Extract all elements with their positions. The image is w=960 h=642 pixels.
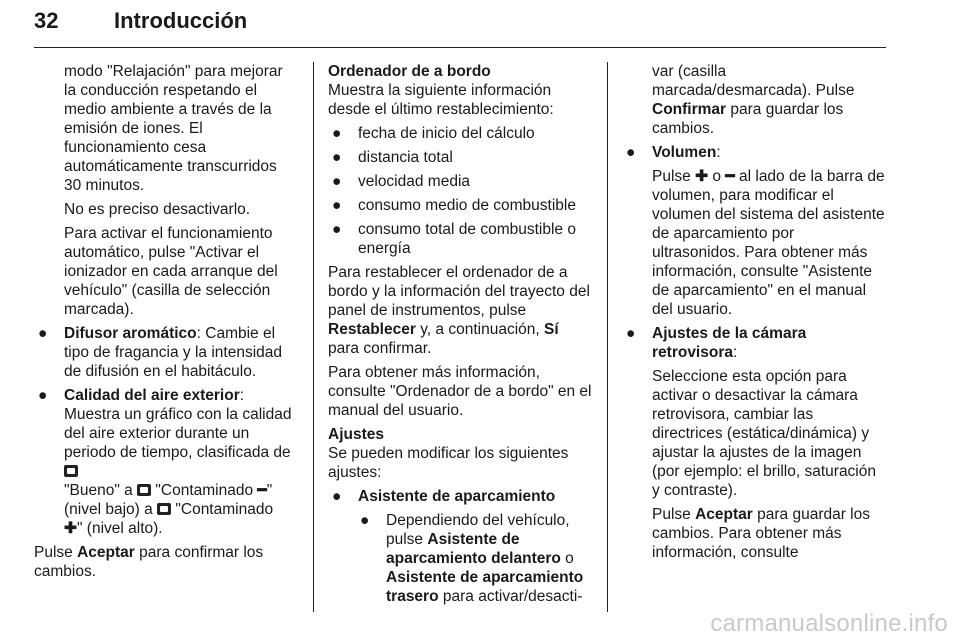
list-item xyxy=(34,386,298,538)
text: "Contaminado xyxy=(155,482,254,499)
list-item xyxy=(328,124,592,143)
column-divider xyxy=(313,62,314,612)
sub-list-item xyxy=(328,511,592,606)
paragraph xyxy=(34,543,298,581)
list-item xyxy=(328,220,592,258)
text: : xyxy=(732,344,738,361)
text: Para restablecer el ordenador de a bordo y la información del trayecto del panel de instrumentos, pulse xyxy=(328,264,590,319)
text: Dependiendo del vehículo, pulse xyxy=(386,512,570,548)
text: para activar/desacti- xyxy=(442,588,583,605)
bullet: ● xyxy=(332,149,342,166)
page-title: Introducción xyxy=(114,8,248,33)
air-quality-high-icon xyxy=(157,503,171,515)
text: fecha de inicio del cálculo xyxy=(358,125,535,142)
text: para guardar los cambios. Para obtener más información, consulte xyxy=(652,506,870,561)
air-quality-good-icon xyxy=(64,465,78,477)
term: Asistente de aparcamiento delantero xyxy=(386,531,561,567)
bullet: ● xyxy=(332,221,342,238)
section-heading: Ordenador de a bordo xyxy=(328,63,491,80)
text: o xyxy=(565,550,574,567)
term: Sí xyxy=(544,321,559,338)
paragraph xyxy=(622,505,886,562)
term: Aceptar xyxy=(695,506,753,523)
list-item xyxy=(34,324,298,381)
bullet: ● xyxy=(332,173,342,190)
page-number: 32 xyxy=(34,8,59,33)
page-header xyxy=(34,8,886,44)
term: Ajustes de la cámara retrovisora xyxy=(652,325,807,361)
text: : Cambie el tipo de fragancia y la intensidad de difusión en el habitáculo. xyxy=(64,325,283,380)
paragraph: Para obtener más información, consulte "Ordenador de a bordo" en el manual del usuario. xyxy=(328,364,592,419)
text: consumo total de combustible o energía xyxy=(358,221,576,257)
term: Restablecer xyxy=(328,321,416,338)
text: : Muestra un gráfico con la calidad del aire exterior durante un periodo de tiempo, clasificada de xyxy=(64,387,292,461)
paragraph xyxy=(622,62,886,138)
paragraph: Seleccione esta opción para activar o desactivar la cámara retrovisora, cambiar las directrices (estática/dinámica) y ajustar la ajustes de la imagen (por ejemplo: el brillo, saturación y contraste). xyxy=(652,368,876,499)
term: Calidad del aire exterior xyxy=(64,387,240,404)
air-quality-low-icon xyxy=(137,484,151,496)
list-item xyxy=(622,143,886,162)
list-item xyxy=(328,196,592,215)
term: Aceptar xyxy=(77,544,135,561)
bullet: ● xyxy=(332,488,342,505)
term: Volumen xyxy=(652,144,717,161)
paragraph: Muestra la siguiente información desde el último restablecimiento: xyxy=(328,82,554,118)
column-3 xyxy=(622,62,886,567)
paragraph: Para activar el funcionamiento automático, pulse "Activar el ionizador en cada arranque del vehículo" (casilla de selección marcada). xyxy=(64,225,278,318)
term: Difusor aromático xyxy=(64,325,197,342)
bullet: ● xyxy=(360,512,370,529)
term: Asistente de aparcamiento xyxy=(358,488,556,505)
text: al lado de la barra de volumen, para modificar el volumen del sistema del asistente de aparcamiento por ultrasonidos. Para obtener más información, consulte "Asistente de aparcamiento" en el manual del usuario. xyxy=(652,168,885,318)
bullet: ● xyxy=(332,197,342,214)
section-heading: Ajustes xyxy=(328,426,384,443)
column-2 xyxy=(328,62,592,611)
column-divider xyxy=(607,62,608,612)
plus-icon: ✚ xyxy=(64,520,77,537)
text: " (nivel alto). xyxy=(77,520,163,537)
bullet: ● xyxy=(332,125,342,142)
column-1 xyxy=(34,62,298,586)
paragraph xyxy=(622,167,886,319)
minus-icon: ━ xyxy=(257,482,267,499)
term: Confirmar xyxy=(652,101,727,118)
text: Pulse xyxy=(34,544,73,561)
list-item xyxy=(622,324,886,362)
header-divider xyxy=(34,47,886,48)
text: para confirmar los cambios. xyxy=(34,544,264,580)
paragraph: modo "Relajación" para mejorar la conducción respetando el medio ambiente a través de la emisión de iones. El funcionamiento cesa automáticamente transcurridos 30 minutos. xyxy=(64,63,283,194)
minus-icon: ━ xyxy=(725,168,735,185)
text: " (nivel bajo) a xyxy=(64,482,273,518)
list-item xyxy=(328,148,592,167)
text: Pulse xyxy=(652,506,691,523)
text: distancia total xyxy=(358,149,453,166)
paragraph xyxy=(328,263,592,358)
text: velocidad media xyxy=(358,173,471,190)
text: y, a continuación, xyxy=(420,321,540,338)
term: Asistente de aparcamiento trasero xyxy=(386,569,584,605)
bullet: ● xyxy=(38,387,48,404)
bullet: ● xyxy=(38,325,48,342)
list-item xyxy=(328,172,592,191)
bullet: ● xyxy=(626,325,636,342)
text: para guardar los cambios. xyxy=(652,101,844,137)
watermark: carmanualsonline.info xyxy=(710,610,948,637)
paragraph: No es preciso desactivarlo. xyxy=(64,201,251,218)
paragraph: Se pueden modificar los siguientes ajustes: xyxy=(328,445,569,481)
text: "Contaminado xyxy=(175,501,274,518)
text: o xyxy=(712,168,722,185)
text: Pulse xyxy=(652,168,691,185)
list-item xyxy=(328,487,592,506)
text: consumo medio de combustible xyxy=(358,197,576,214)
text: : xyxy=(716,144,721,161)
plus-icon: ✚ xyxy=(695,168,709,185)
text: para confirmar. xyxy=(328,340,432,357)
text: var (casilla marcada/desmarcada). Pulse xyxy=(652,63,855,99)
bullet: ● xyxy=(626,144,636,161)
text: "Bueno" a xyxy=(64,482,133,499)
